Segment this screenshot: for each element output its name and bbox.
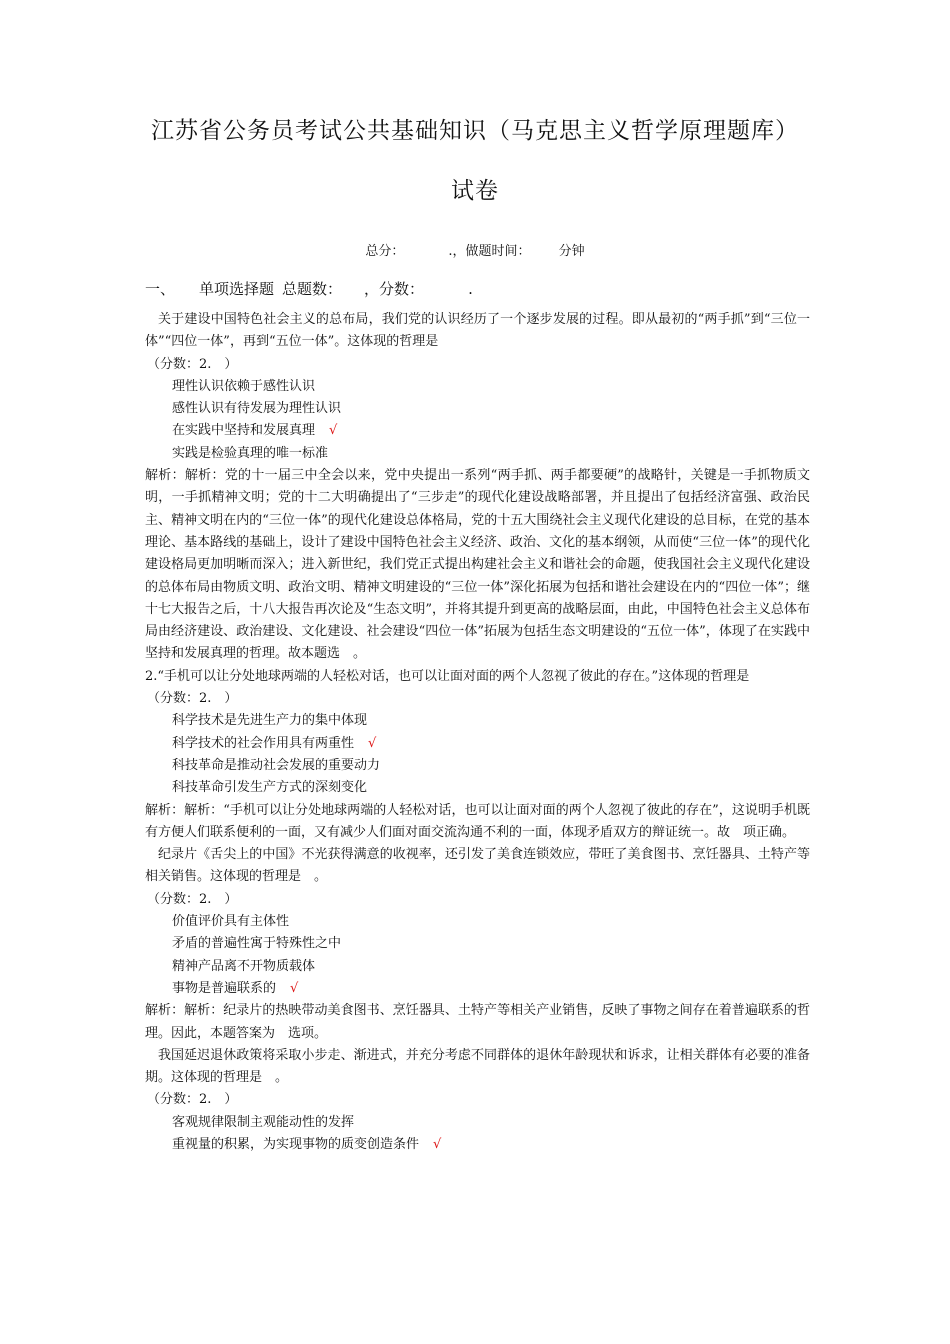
exam-subtitle: 试卷 bbox=[451, 178, 499, 204]
question-stem: 2.“手机可以让分处地球两端的人轻松对话，也可以让面对面的两个人忽视了彼此的存在。”这体现的哲理是 bbox=[145, 668, 750, 684]
section-number: 一、 bbox=[145, 280, 176, 298]
option-correct: 事物是普遍联系的 √ bbox=[172, 980, 299, 996]
option: 矛盾的普遍性寓于特殊性之中 bbox=[172, 936, 342, 952]
option-correct: 科学技术的社会作用具有两重性 √ bbox=[172, 735, 377, 751]
question-score: （分数：2. ） bbox=[147, 891, 238, 907]
check-mark-icon: √ bbox=[368, 735, 377, 751]
option: 客观规律限制主观能动性的发挥 bbox=[172, 1114, 355, 1130]
option: 科学技术是先进生产力的集中体现 bbox=[172, 713, 368, 729]
total-score-label: 总分： bbox=[365, 244, 405, 259]
minutes-label: 分钟 bbox=[558, 244, 585, 259]
section-end: . bbox=[468, 280, 473, 298]
section-score-label: ，分数： bbox=[364, 280, 425, 298]
option-correct: 在实践中坚持和发展真理 √ bbox=[172, 423, 338, 439]
question-score: （分数：2. ） bbox=[147, 1092, 238, 1108]
question-stem: 我国延迟退休政策将采取小步走、渐进式，并充分考虑不同群体的退休年龄现状和诉求，让相关群体有必要的准备期。这体现的哲理是 。 bbox=[145, 1047, 810, 1086]
question-list bbox=[145, 309, 810, 1156]
check-mark-icon: √ bbox=[329, 423, 338, 439]
option-correct: 重视量的积累，为实现事物的质变创造条件 √ bbox=[172, 1136, 442, 1152]
exam-meta bbox=[0, 240, 950, 259]
section-header bbox=[145, 278, 473, 299]
section-name: 单项选择题 bbox=[199, 280, 275, 298]
check-mark-icon: √ bbox=[290, 980, 299, 996]
option: 科技革命引发生产方式的深刻变化 bbox=[172, 780, 368, 796]
check-mark-icon: √ bbox=[433, 1136, 442, 1152]
option: 精神产品离不开物质载体 bbox=[172, 958, 316, 974]
exam-title: 江苏省公务员考试公共基础知识（马克思主义哲学原理题库） bbox=[151, 118, 799, 144]
section-total-label: 总题数： bbox=[282, 280, 343, 298]
question-stem: 纪录片《舌尖上的中国》不光获得满意的收视率，还引发了美食连锁效应，带旺了美食图书、烹饪器具、土特产等相关销售。这体现的哲理是 。 bbox=[145, 847, 810, 885]
question-stem: 关于建设中国特色社会主义的总布局，我们党的认识经历了一个逐步发展的过程。即从最初的“两手抓”到“三位一体”“四位一体”，再到“五位一体”。这体现的哲理是 bbox=[145, 312, 810, 350]
question-score: （分数：2. ） bbox=[147, 691, 238, 707]
question-analysis: 解析：解析：“手机可以让分处地球两端的人轻松对话，也可以让面对面的两个人忽视了彼此的存在”，这说明手机既有方便人们联系便利的一面，又有减少人们面对面交流沟通不利的一面，体现矛盾双方的辩证统一。故 项正确。 bbox=[145, 802, 810, 840]
time-label: .，做题时间： bbox=[448, 244, 531, 259]
option: 感性认识有待发展为理性认识 bbox=[172, 401, 342, 417]
question-analysis: 解析：解析：党的十一届三中全会以来，党中央提出一系列“两手抓、两手都要硬”的战略针，关键是一手抓物质文明，一手抓精神文明；党的十二大明确提出了“三步走”的现代化建设战略部署，并且提出了包括经济富强、政治民主、精神文明在内的“三位一体”的现代化建设总体格局，党的十五大围绕社会主义现代化建设的总目标，在党的基本理论、基本路线的基础上，设计了建设中国特色社会主义经济、政治、文化的基本纲领，从而使“三位一体”的现代化建设格局更加明晰而深入；进入新世纪，我们党正式提出构建社会主义和谐社会的命题，使我国社会主义现代化建设的总体布局由物质文明、政治文明、精神文明建设的“三位一体”深化拓展为包括和谐社会建设在内的“四位一体”；继十七大报告之后，十八大报告再次论及“生态文明”，并将其提升到更高的战略层面，由此，中国特色社会主义总体布局由经济建设、政治建设、文化建设、社会建设“四位一体”拓展为包括生态文明建设的“五位一体”，体现了在实践中坚持和发展真理的哲理。故本题选 。 bbox=[145, 468, 810, 662]
option: 理性认识依赖于感性认识 bbox=[172, 378, 316, 394]
option: 实践是检验真理的唯一标准 bbox=[172, 445, 329, 461]
option: 科技革命是推动社会发展的重要动力 bbox=[172, 757, 381, 773]
question-score: （分数：2. ） bbox=[147, 356, 238, 372]
question-analysis: 解析：解析：纪录片的热映带动美食图书、烹饪器具、土特产等相关产业销售，反映了事物之间存在着普遍联系的哲理。因此，本题答案为 选项。 bbox=[145, 1003, 810, 1041]
option: 价值评价具有主体性 bbox=[172, 914, 290, 930]
